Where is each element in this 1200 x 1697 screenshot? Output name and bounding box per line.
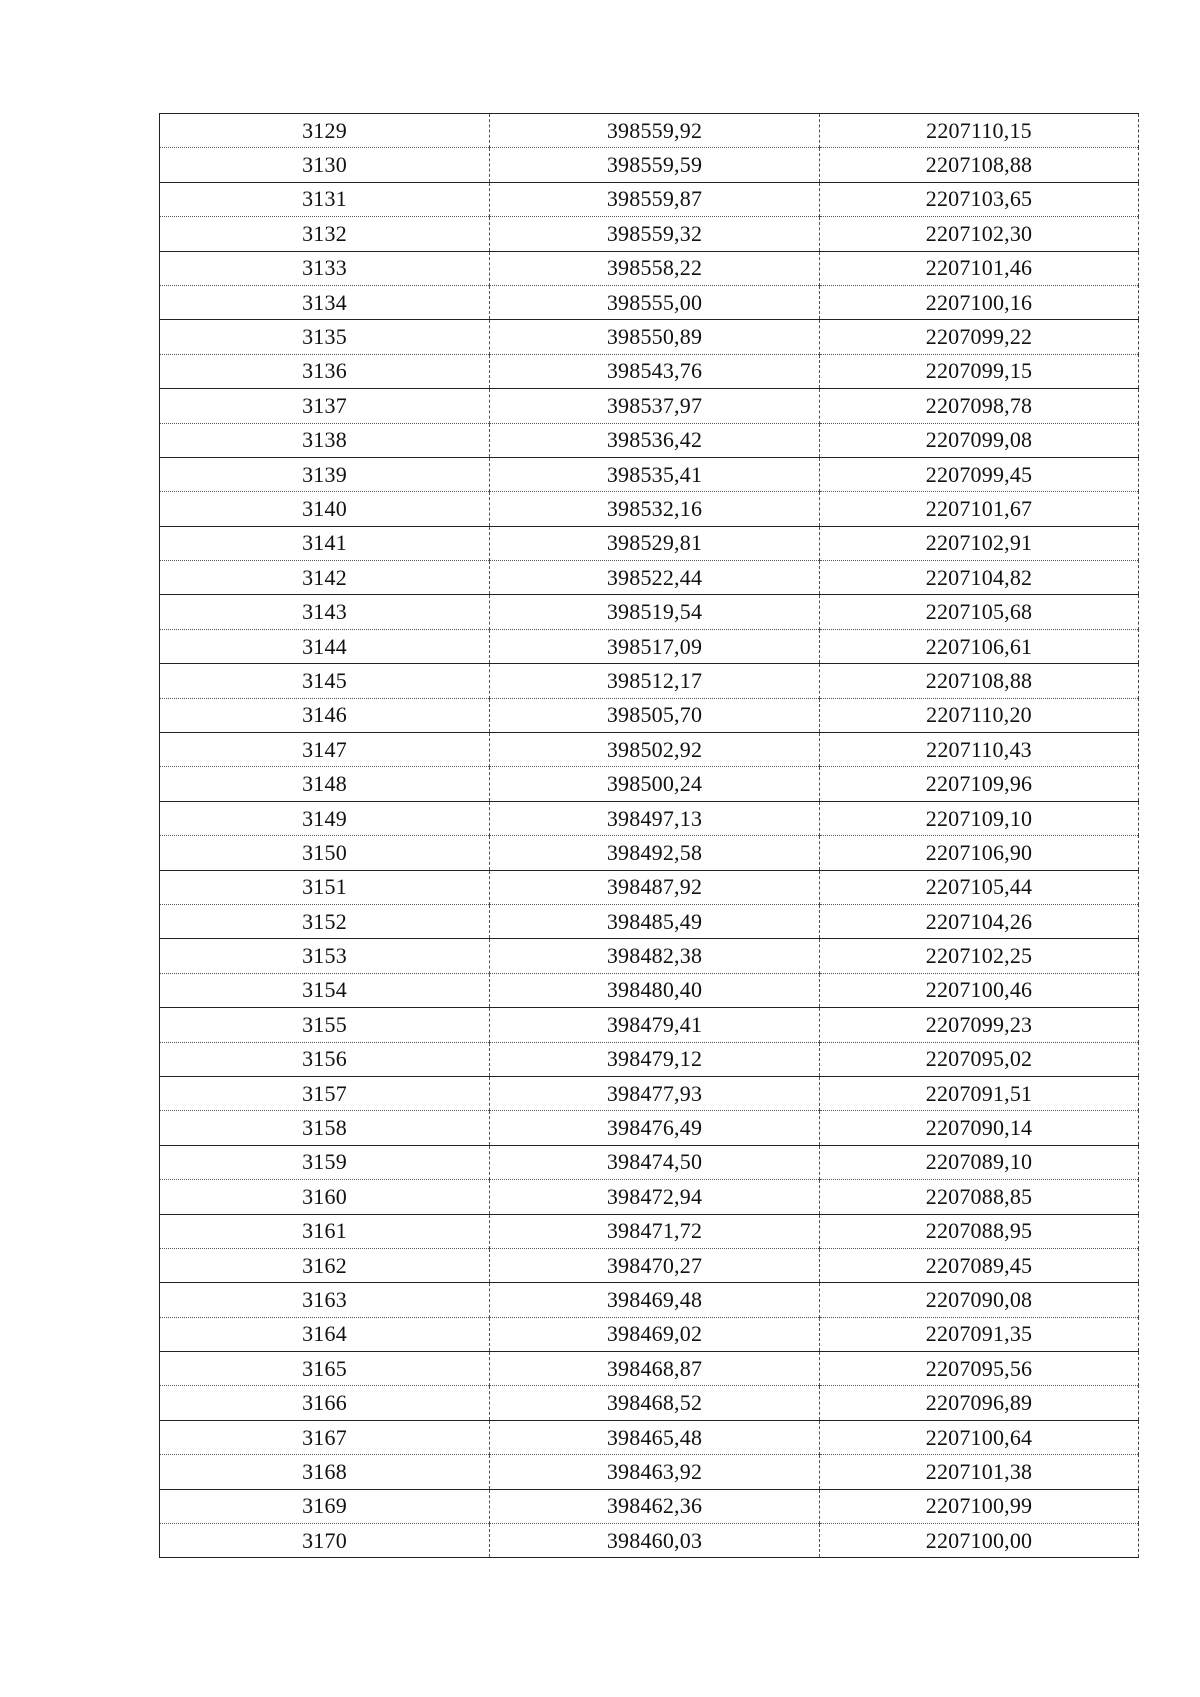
y-coordinate-cell: 2207105,44 [820, 870, 1139, 904]
table-row [160, 182, 1139, 216]
x-coordinate-cell: 398480,40 [490, 973, 820, 1007]
x-coordinate-cell: 398543,76 [490, 354, 820, 388]
point-number-cell: 3141 [302, 530, 347, 556]
x-coordinate-cell: 398468,87 [490, 1352, 820, 1386]
table-row [160, 251, 1139, 285]
table-row [160, 1283, 1139, 1317]
x-coordinate-cell: 398532,16 [490, 492, 820, 526]
table-row [160, 870, 1139, 904]
point-number-cell: 3149 [302, 805, 347, 831]
point-number-cell: 3135 [302, 324, 347, 350]
table-row [160, 1489, 1139, 1523]
y-coordinate-cell: 2207100,46 [820, 973, 1139, 1007]
y-coordinate-cell: 2207091,51 [820, 1076, 1139, 1110]
table-row [160, 836, 1139, 870]
y-coordinate-cell: 2207108,88 [820, 148, 1139, 182]
point-number-cell: 3152 [302, 908, 347, 934]
x-coordinate-cell: 398502,92 [490, 733, 820, 767]
table-row [160, 561, 1139, 595]
x-coordinate-cell: 398482,38 [490, 939, 820, 973]
table-row [160, 1180, 1139, 1214]
table-row [160, 1352, 1139, 1386]
table-row [160, 492, 1139, 526]
point-number-cell: 3163 [302, 1286, 347, 1312]
x-coordinate-cell: 398476,49 [490, 1111, 820, 1145]
y-coordinate-cell: 2207090,14 [820, 1111, 1139, 1145]
x-coordinate-cell: 398535,41 [490, 457, 820, 491]
y-coordinate-cell: 2207102,25 [820, 939, 1139, 973]
table-row [160, 114, 1139, 148]
y-coordinate-cell: 2207100,99 [820, 1489, 1139, 1523]
y-coordinate-cell: 2207102,91 [820, 526, 1139, 560]
y-coordinate-cell: 2207098,78 [820, 389, 1139, 423]
x-coordinate-cell: 398558,22 [490, 251, 820, 285]
x-coordinate-cell: 398529,81 [490, 526, 820, 560]
y-coordinate-cell: 2207109,96 [820, 767, 1139, 801]
point-number-cell: 3161 [302, 1218, 347, 1244]
x-coordinate-cell: 398460,03 [490, 1524, 820, 1558]
table-row [160, 526, 1139, 560]
x-coordinate-cell: 398479,12 [490, 1042, 820, 1076]
x-coordinate-cell: 398517,09 [490, 629, 820, 663]
point-number-cell: 3162 [302, 1252, 347, 1278]
table-row [160, 664, 1139, 698]
y-coordinate-cell: 2207099,15 [820, 354, 1139, 388]
table-row [160, 1042, 1139, 1076]
table-row [160, 629, 1139, 663]
y-coordinate-cell: 2207090,08 [820, 1283, 1139, 1317]
point-number-cell: 3154 [302, 977, 347, 1003]
table-row [160, 354, 1139, 388]
point-number-cell: 3144 [302, 633, 347, 659]
table-row [160, 1386, 1139, 1420]
y-coordinate-cell: 2207102,30 [820, 217, 1139, 251]
y-coordinate-cell: 2207110,43 [820, 733, 1139, 767]
table-row [160, 1317, 1139, 1351]
x-coordinate-cell: 398512,17 [490, 664, 820, 698]
point-number-cell: 3159 [302, 1149, 347, 1175]
x-coordinate-cell: 398559,32 [490, 217, 820, 251]
point-number-cell: 3131 [302, 186, 347, 212]
y-coordinate-cell: 2207096,89 [820, 1386, 1139, 1420]
table-row [160, 698, 1139, 732]
table-row [160, 1455, 1139, 1489]
table-row [160, 320, 1139, 354]
x-coordinate-cell: 398470,27 [490, 1248, 820, 1282]
x-coordinate-cell: 398492,58 [490, 836, 820, 870]
x-coordinate-cell: 398497,13 [490, 801, 820, 835]
y-coordinate-cell: 2207099,08 [820, 423, 1139, 457]
point-number-cell: 3166 [302, 1390, 347, 1416]
y-coordinate-cell: 2207101,46 [820, 251, 1139, 285]
x-coordinate-cell: 398468,52 [490, 1386, 820, 1420]
point-number-cell: 3147 [302, 736, 347, 762]
x-coordinate-cell: 398522,44 [490, 561, 820, 595]
y-coordinate-cell: 2207101,38 [820, 1455, 1139, 1489]
table-row [160, 285, 1139, 319]
x-coordinate-cell: 398472,94 [490, 1180, 820, 1214]
table-row [160, 904, 1139, 938]
x-coordinate-cell: 398474,50 [490, 1145, 820, 1179]
x-coordinate-cell: 398463,92 [490, 1455, 820, 1489]
y-coordinate-cell: 2207110,20 [820, 698, 1139, 732]
point-number-cell: 3139 [302, 461, 347, 487]
point-number-cell: 3170 [302, 1527, 347, 1553]
y-coordinate-cell: 2207089,45 [820, 1248, 1139, 1282]
point-number-cell: 3158 [302, 1115, 347, 1141]
table-row [160, 733, 1139, 767]
point-number-cell: 3169 [302, 1493, 347, 1519]
y-coordinate-cell: 2207100,00 [820, 1524, 1139, 1558]
y-coordinate-cell: 2207103,65 [820, 182, 1139, 216]
y-coordinate-cell: 2207106,90 [820, 836, 1139, 870]
point-number-cell: 3148 [302, 771, 347, 797]
y-coordinate-cell: 2207104,82 [820, 561, 1139, 595]
point-number-cell: 3168 [302, 1458, 347, 1484]
point-number-cell: 3143 [302, 599, 347, 625]
x-coordinate-cell: 398469,02 [490, 1317, 820, 1351]
x-coordinate-cell: 398537,97 [490, 389, 820, 423]
y-coordinate-cell: 2207099,45 [820, 457, 1139, 491]
table-row [160, 457, 1139, 491]
table-row [160, 939, 1139, 973]
point-number-cell: 3142 [302, 564, 347, 590]
y-coordinate-cell: 2207088,85 [820, 1180, 1139, 1214]
x-coordinate-cell: 398559,59 [490, 148, 820, 182]
y-coordinate-cell: 2207105,68 [820, 595, 1139, 629]
point-number-cell: 3150 [302, 839, 347, 865]
table-row [160, 973, 1139, 1007]
point-number-cell: 3156 [302, 1046, 347, 1072]
table-row [160, 1420, 1139, 1454]
y-coordinate-cell: 2207101,67 [820, 492, 1139, 526]
table-row [160, 1008, 1139, 1042]
point-number-cell: 3136 [302, 358, 347, 384]
point-number-cell: 3164 [302, 1321, 347, 1347]
point-number-cell: 3155 [302, 1011, 347, 1037]
x-coordinate-cell: 398469,48 [490, 1283, 820, 1317]
y-coordinate-cell: 2207108,88 [820, 664, 1139, 698]
point-number-cell: 3134 [302, 289, 347, 315]
table-row [160, 1076, 1139, 1110]
y-coordinate-cell: 2207099,22 [820, 320, 1139, 354]
table-row [160, 1145, 1139, 1179]
y-coordinate-cell: 2207100,64 [820, 1420, 1139, 1454]
x-coordinate-cell: 398477,93 [490, 1076, 820, 1110]
x-coordinate-cell: 398485,49 [490, 904, 820, 938]
y-coordinate-cell: 2207095,56 [820, 1352, 1139, 1386]
x-coordinate-cell: 398479,41 [490, 1008, 820, 1042]
x-coordinate-cell: 398505,70 [490, 698, 820, 732]
y-coordinate-cell: 2207104,26 [820, 904, 1139, 938]
point-number-cell: 3132 [302, 220, 347, 246]
point-number-cell: 3146 [302, 702, 347, 728]
table-row [160, 389, 1139, 423]
point-number-cell: 3160 [302, 1183, 347, 1209]
point-number-cell: 3140 [302, 495, 347, 521]
point-number-cell: 3145 [302, 667, 347, 693]
table-row [160, 1111, 1139, 1145]
y-coordinate-cell: 2207106,61 [820, 629, 1139, 663]
x-coordinate-cell: 398500,24 [490, 767, 820, 801]
point-number-cell: 3153 [302, 943, 347, 969]
point-number-cell: 3137 [302, 392, 347, 418]
x-coordinate-cell: 398559,92 [490, 114, 820, 148]
y-coordinate-cell: 2207110,15 [820, 114, 1139, 148]
coordinates-table-body [160, 114, 1139, 1558]
table-row [160, 1248, 1139, 1282]
table-row [160, 148, 1139, 182]
table-row [160, 595, 1139, 629]
x-coordinate-cell: 398555,00 [490, 285, 820, 319]
x-coordinate-cell: 398465,48 [490, 1420, 820, 1454]
x-coordinate-cell: 398550,89 [490, 320, 820, 354]
point-number-cell: 3165 [302, 1355, 347, 1381]
table-row [160, 801, 1139, 835]
point-number-cell: 3133 [302, 255, 347, 281]
point-number-cell: 3138 [302, 427, 347, 453]
x-coordinate-cell: 398519,54 [490, 595, 820, 629]
y-coordinate-cell: 2207099,23 [820, 1008, 1139, 1042]
point-number-cell: 3130 [302, 152, 347, 178]
point-number-cell: 3129 [302, 117, 347, 143]
y-coordinate-cell: 2207109,10 [820, 801, 1139, 835]
y-coordinate-cell: 2207100,16 [820, 285, 1139, 319]
x-coordinate-cell: 398471,72 [490, 1214, 820, 1248]
table-row [160, 1214, 1139, 1248]
x-coordinate-cell: 398462,36 [490, 1489, 820, 1523]
table-row [160, 767, 1139, 801]
x-coordinate-cell: 398559,87 [490, 182, 820, 216]
point-number-cell: 3157 [302, 1080, 347, 1106]
y-coordinate-cell: 2207089,10 [820, 1145, 1139, 1179]
y-coordinate-cell: 2207095,02 [820, 1042, 1139, 1076]
table-row [160, 1524, 1139, 1558]
point-number-cell: 3151 [302, 874, 347, 900]
table-row [160, 423, 1139, 457]
point-number-cell: 3167 [302, 1424, 347, 1450]
x-coordinate-cell: 398536,42 [490, 423, 820, 457]
x-coordinate-cell: 398487,92 [490, 870, 820, 904]
y-coordinate-cell: 2207091,35 [820, 1317, 1139, 1351]
y-coordinate-cell: 2207088,95 [820, 1214, 1139, 1248]
table-row [160, 217, 1139, 251]
coordinates-table [159, 113, 1139, 1558]
